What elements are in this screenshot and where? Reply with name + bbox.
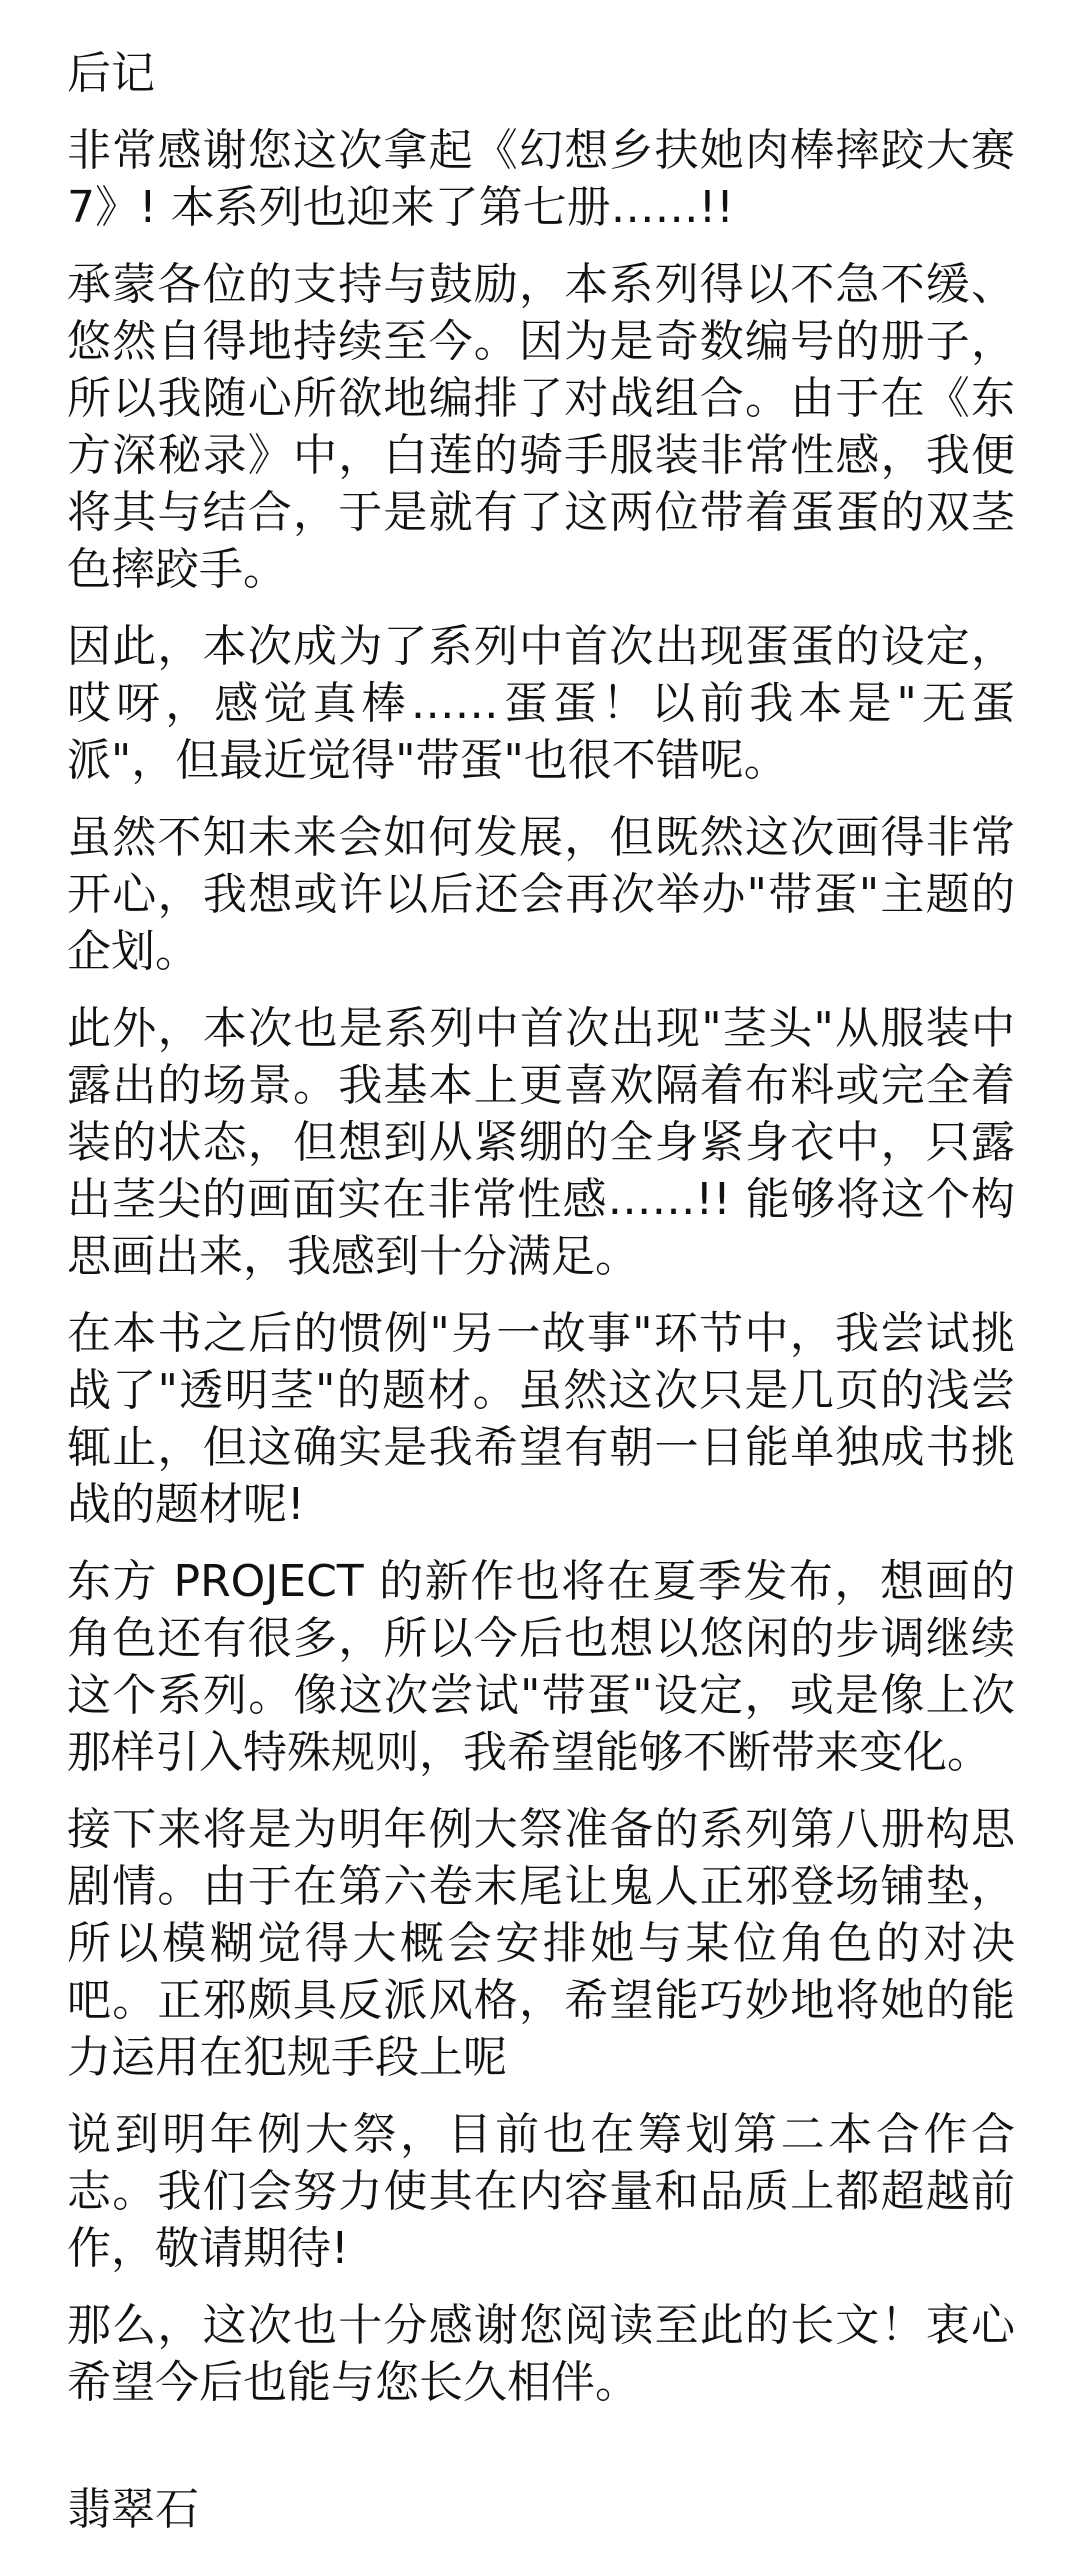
paragraph-thanks: 非常感谢您这次拿起《幻想乡扶她肉棒摔跤大赛 7》! 本系列也迎来了第七册……!!	[67, 125, 1015, 233]
paragraph-future-plan: 虽然不知未来会如何发展，但既然这次画得非常开心，我想或许以后还会再次举办"带蛋"主题的企划。	[67, 812, 1015, 977]
paragraph-next-volume: 接下来将是为明年例大祭准备的系列第八册构思剧情。由于在第六卷末尾让鬼人正邪登场铺垫，所以模糊觉得大概会安排她与某位角色的对决吧。正邪颇具反派风格，希望能巧妙地将她的能力运用在犯规手段上呢	[67, 1804, 1015, 2083]
document-title: 后记	[67, 48, 155, 99]
paragraph-setting: 因此，本次成为了系列中首次出现蛋蛋的设定，哎呀，感觉真棒……蛋蛋！以前我本是"无蛋派"，但最近觉得"带蛋"也很不错呢。	[67, 621, 1015, 786]
paragraph-scene: 此外，本次也是系列中首次出现"茎头"从服装中露出的场景。我基本上更喜欢隔着布料或完全着装的状态，但想到从紧绷的全身紧身衣中，只露出茎尖的画面实在非常性感……!! 能够将这个构思画出来，我感到十分满足。	[67, 1003, 1015, 1282]
paragraph-closing: 那么，这次也十分感谢您阅读至此的长文！衷心希望今后也能与您长久相伴。	[67, 2300, 1015, 2408]
paragraph-anthology: 说到明年例大祭，目前也在筹划第二本合作合志。我们会努力使其在内容量和品质上都超越前作，敬请期待!	[67, 2109, 1015, 2274]
paragraph-series: 东方 PROJECT 的新作也将在夏季发布，想画的角色还有很多，所以今后也想以悠闲的步调继续这个系列。像这次尝试"带蛋"设定，或是像上次那样引入特殊规则，我希望能够不断带来变化。	[67, 1556, 1015, 1778]
author-signature: 翡翠石	[67, 2484, 199, 2535]
paragraph-support: 承蒙各位的支持与鼓励，本系列得以不急不缓、悠然自得地持续至今。因为是奇数编号的册子，所以我随心所欲地编排了对战组合。由于在《东方深秘录》中，白莲的骑手服装非常性感，我便将其与结合，于是就有了这两位带着蛋蛋的双茎色摔跤手。	[67, 259, 1015, 595]
afterword-document	[67, 45, 1015, 2558]
paragraph-another-story: 在本书之后的惯例"另一故事"环节中，我尝试挑战了"透明茎"的题材。虽然这次只是几页的浅尝辄止，但这确实是我希望有朝一日能单独成书挑战的题材呢!	[67, 1308, 1015, 1530]
